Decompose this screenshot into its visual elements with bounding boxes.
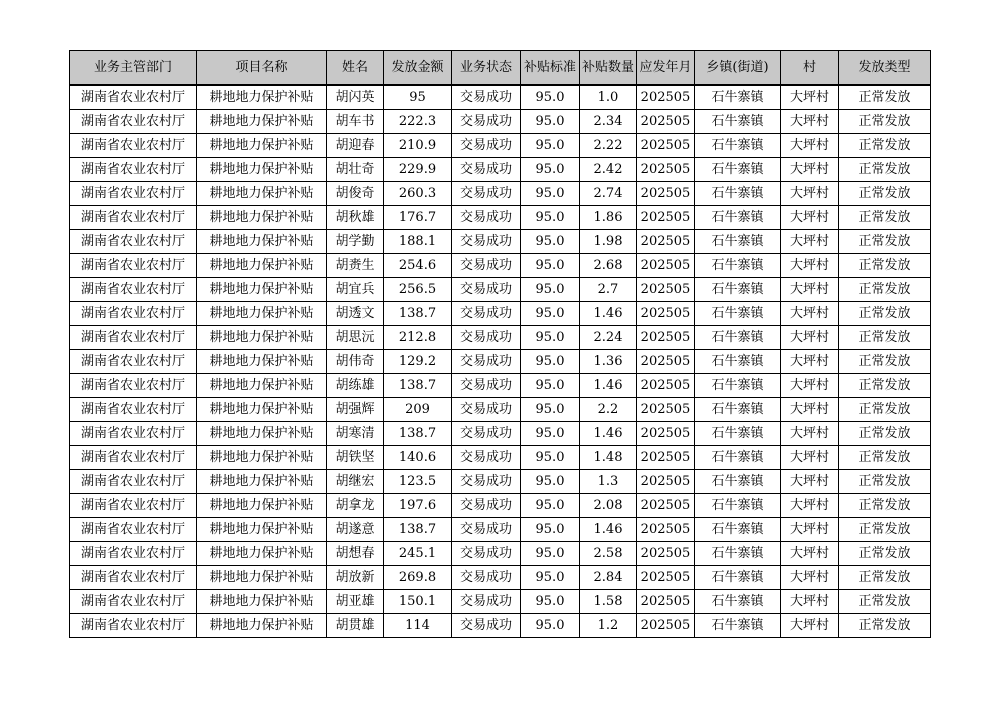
cell-payout-type: 正常发放 xyxy=(839,206,931,230)
cell-payout-type: 正常发放 xyxy=(839,350,931,374)
cell-project-name: 耕地地力保护补贴 xyxy=(197,182,327,206)
table-row xyxy=(70,422,931,446)
cell-department: 湖南省农业农村厅 xyxy=(70,566,197,590)
cell-period: 202505 xyxy=(637,254,695,278)
cell-quantity: 2.08 xyxy=(580,494,637,518)
cell-township: 石牛寨镇 xyxy=(695,134,781,158)
cell-period: 202505 xyxy=(637,206,695,230)
table-body xyxy=(70,85,931,638)
cell-status: 交易成功 xyxy=(452,398,521,422)
cell-payout-type: 正常发放 xyxy=(839,446,931,470)
cell-quantity: 2.24 xyxy=(580,326,637,350)
table-row xyxy=(70,494,931,518)
cell-township: 石牛寨镇 xyxy=(695,326,781,350)
cell-project-name: 耕地地力保护补贴 xyxy=(197,374,327,398)
cell-quantity: 1.46 xyxy=(580,422,637,446)
cell-name: 胡放新 xyxy=(327,566,384,590)
cell-amount: 150.1 xyxy=(384,590,452,614)
table-row xyxy=(70,374,931,398)
cell-name: 胡秋雄 xyxy=(327,206,384,230)
cell-payout-type: 正常发放 xyxy=(839,614,931,638)
table-row xyxy=(70,398,931,422)
cell-standard: 95.0 xyxy=(521,230,580,254)
cell-quantity: 2.68 xyxy=(580,254,637,278)
cell-status: 交易成功 xyxy=(452,374,521,398)
cell-quantity: 1.46 xyxy=(580,374,637,398)
cell-name: 胡铁坚 xyxy=(327,446,384,470)
table-row xyxy=(70,206,931,230)
cell-department: 湖南省农业农村厅 xyxy=(70,230,197,254)
cell-department: 湖南省农业农村厅 xyxy=(70,374,197,398)
header-amount: 发放金额 xyxy=(384,51,452,86)
cell-quantity: 1.58 xyxy=(580,590,637,614)
cell-status: 交易成功 xyxy=(452,518,521,542)
cell-village: 大坪村 xyxy=(781,278,839,302)
cell-department: 湖南省农业农村厅 xyxy=(70,110,197,134)
cell-period: 202505 xyxy=(637,278,695,302)
cell-quantity: 1.0 xyxy=(580,85,637,110)
cell-department: 湖南省农业农村厅 xyxy=(70,158,197,182)
cell-project-name: 耕地地力保护补贴 xyxy=(197,254,327,278)
cell-project-name: 耕地地力保护补贴 xyxy=(197,350,327,374)
cell-standard: 95.0 xyxy=(521,85,580,110)
cell-village: 大坪村 xyxy=(781,254,839,278)
cell-standard: 95.0 xyxy=(521,446,580,470)
cell-standard: 95.0 xyxy=(521,470,580,494)
cell-standard: 95.0 xyxy=(521,206,580,230)
cell-status: 交易成功 xyxy=(452,134,521,158)
cell-village: 大坪村 xyxy=(781,302,839,326)
cell-standard: 95.0 xyxy=(521,326,580,350)
cell-payout-type: 正常发放 xyxy=(839,110,931,134)
cell-amount: 176.7 xyxy=(384,206,452,230)
cell-quantity: 1.46 xyxy=(580,302,637,326)
cell-status: 交易成功 xyxy=(452,566,521,590)
cell-payout-type: 正常发放 xyxy=(839,326,931,350)
cell-period: 202505 xyxy=(637,614,695,638)
cell-amount: 229.9 xyxy=(384,158,452,182)
cell-period: 202505 xyxy=(637,350,695,374)
cell-project-name: 耕地地力保护补贴 xyxy=(197,302,327,326)
cell-quantity: 2.2 xyxy=(580,398,637,422)
header-project-name: 项目名称 xyxy=(197,51,327,86)
cell-standard: 95.0 xyxy=(521,254,580,278)
cell-name: 胡壮奇 xyxy=(327,158,384,182)
cell-standard: 95.0 xyxy=(521,134,580,158)
cell-department: 湖南省农业农村厅 xyxy=(70,302,197,326)
cell-village: 大坪村 xyxy=(781,374,839,398)
cell-project-name: 耕地地力保护补贴 xyxy=(197,110,327,134)
cell-standard: 95.0 xyxy=(521,398,580,422)
cell-township: 石牛寨镇 xyxy=(695,422,781,446)
cell-status: 交易成功 xyxy=(452,206,521,230)
cell-department: 湖南省农业农村厅 xyxy=(70,470,197,494)
cell-project-name: 耕地地力保护补贴 xyxy=(197,158,327,182)
cell-payout-type: 正常发放 xyxy=(839,254,931,278)
table-row xyxy=(70,542,931,566)
header-period: 应发年月 xyxy=(637,51,695,86)
cell-name: 胡贯雄 xyxy=(327,614,384,638)
cell-name: 胡俊奇 xyxy=(327,182,384,206)
cell-period: 202505 xyxy=(637,494,695,518)
header-status: 业务状态 xyxy=(452,51,521,86)
cell-status: 交易成功 xyxy=(452,326,521,350)
cell-payout-type: 正常发放 xyxy=(839,158,931,182)
cell-township: 石牛寨镇 xyxy=(695,110,781,134)
cell-project-name: 耕地地力保护补贴 xyxy=(197,278,327,302)
cell-status: 交易成功 xyxy=(452,590,521,614)
table-row xyxy=(70,350,931,374)
cell-township: 石牛寨镇 xyxy=(695,85,781,110)
cell-status: 交易成功 xyxy=(452,230,521,254)
cell-quantity: 2.74 xyxy=(580,182,637,206)
table-row xyxy=(70,85,931,110)
cell-village: 大坪村 xyxy=(781,590,839,614)
cell-quantity: 1.98 xyxy=(580,230,637,254)
cell-department: 湖南省农业农村厅 xyxy=(70,350,197,374)
header-department: 业务主管部门 xyxy=(70,51,197,86)
cell-payout-type: 正常发放 xyxy=(839,278,931,302)
cell-department: 湖南省农业农村厅 xyxy=(70,278,197,302)
cell-department: 湖南省农业农村厅 xyxy=(70,182,197,206)
cell-name: 胡车书 xyxy=(327,110,384,134)
cell-village: 大坪村 xyxy=(781,85,839,110)
cell-standard: 95.0 xyxy=(521,422,580,446)
cell-township: 石牛寨镇 xyxy=(695,518,781,542)
cell-standard: 95.0 xyxy=(521,278,580,302)
cell-amount: 114 xyxy=(384,614,452,638)
cell-department: 湖南省农业农村厅 xyxy=(70,85,197,110)
cell-standard: 95.0 xyxy=(521,494,580,518)
cell-township: 石牛寨镇 xyxy=(695,230,781,254)
cell-amount: 256.5 xyxy=(384,278,452,302)
table-row xyxy=(70,134,931,158)
cell-status: 交易成功 xyxy=(452,278,521,302)
cell-township: 石牛寨镇 xyxy=(695,278,781,302)
cell-project-name: 耕地地力保护补贴 xyxy=(197,470,327,494)
cell-amount: 95 xyxy=(384,85,452,110)
cell-village: 大坪村 xyxy=(781,350,839,374)
cell-village: 大坪村 xyxy=(781,422,839,446)
cell-township: 石牛寨镇 xyxy=(695,542,781,566)
cell-project-name: 耕地地力保护补贴 xyxy=(197,614,327,638)
cell-period: 202505 xyxy=(637,326,695,350)
cell-name: 胡学勤 xyxy=(327,230,384,254)
cell-standard: 95.0 xyxy=(521,350,580,374)
cell-quantity: 1.48 xyxy=(580,446,637,470)
header-quantity: 补贴数量 xyxy=(580,51,637,86)
cell-department: 湖南省农业农村厅 xyxy=(70,398,197,422)
cell-amount: 245.1 xyxy=(384,542,452,566)
cell-standard: 95.0 xyxy=(521,302,580,326)
table-row xyxy=(70,518,931,542)
table-row xyxy=(70,230,931,254)
cell-name: 胡继宏 xyxy=(327,470,384,494)
cell-village: 大坪村 xyxy=(781,518,839,542)
table-row xyxy=(70,182,931,206)
table-row xyxy=(70,278,931,302)
cell-period: 202505 xyxy=(637,230,695,254)
cell-payout-type: 正常发放 xyxy=(839,85,931,110)
cell-project-name: 耕地地力保护补贴 xyxy=(197,446,327,470)
cell-status: 交易成功 xyxy=(452,446,521,470)
cell-village: 大坪村 xyxy=(781,230,839,254)
cell-payout-type: 正常发放 xyxy=(839,470,931,494)
cell-amount: 138.7 xyxy=(384,302,452,326)
cell-status: 交易成功 xyxy=(452,158,521,182)
cell-quantity: 2.84 xyxy=(580,566,637,590)
cell-quantity: 1.86 xyxy=(580,206,637,230)
cell-department: 湖南省农业农村厅 xyxy=(70,614,197,638)
cell-quantity: 2.58 xyxy=(580,542,637,566)
cell-amount: 129.2 xyxy=(384,350,452,374)
cell-payout-type: 正常发放 xyxy=(839,302,931,326)
cell-department: 湖南省农业农村厅 xyxy=(70,254,197,278)
cell-village: 大坪村 xyxy=(781,446,839,470)
cell-department: 湖南省农业农村厅 xyxy=(70,494,197,518)
cell-amount: 209 xyxy=(384,398,452,422)
table-row xyxy=(70,446,931,470)
cell-department: 湖南省农业农村厅 xyxy=(70,590,197,614)
cell-quantity: 2.22 xyxy=(580,134,637,158)
cell-status: 交易成功 xyxy=(452,614,521,638)
cell-payout-type: 正常发放 xyxy=(839,230,931,254)
cell-village: 大坪村 xyxy=(781,182,839,206)
cell-village: 大坪村 xyxy=(781,494,839,518)
cell-township: 石牛寨镇 xyxy=(695,566,781,590)
cell-name: 胡思沅 xyxy=(327,326,384,350)
cell-amount: 138.7 xyxy=(384,518,452,542)
cell-amount: 269.8 xyxy=(384,566,452,590)
cell-amount: 123.5 xyxy=(384,470,452,494)
cell-standard: 95.0 xyxy=(521,614,580,638)
cell-period: 202505 xyxy=(637,110,695,134)
cell-department: 湖南省农业农村厅 xyxy=(70,542,197,566)
cell-name: 胡闪英 xyxy=(327,85,384,110)
cell-status: 交易成功 xyxy=(452,470,521,494)
cell-quantity: 2.42 xyxy=(580,158,637,182)
cell-status: 交易成功 xyxy=(452,422,521,446)
cell-township: 石牛寨镇 xyxy=(695,494,781,518)
cell-standard: 95.0 xyxy=(521,158,580,182)
cell-payout-type: 正常发放 xyxy=(839,134,931,158)
cell-township: 石牛寨镇 xyxy=(695,350,781,374)
cell-payout-type: 正常发放 xyxy=(839,422,931,446)
cell-amount: 138.7 xyxy=(384,422,452,446)
cell-project-name: 耕地地力保护补贴 xyxy=(197,85,327,110)
cell-standard: 95.0 xyxy=(521,590,580,614)
cell-name: 胡练雄 xyxy=(327,374,384,398)
cell-village: 大坪村 xyxy=(781,614,839,638)
header-standard: 补贴标准 xyxy=(521,51,580,86)
cell-status: 交易成功 xyxy=(452,110,521,134)
cell-township: 石牛寨镇 xyxy=(695,374,781,398)
cell-status: 交易成功 xyxy=(452,302,521,326)
cell-village: 大坪村 xyxy=(781,110,839,134)
cell-payout-type: 正常发放 xyxy=(839,374,931,398)
cell-project-name: 耕地地力保护补贴 xyxy=(197,566,327,590)
cell-township: 石牛寨镇 xyxy=(695,254,781,278)
header-name: 姓名 xyxy=(327,51,384,86)
cell-village: 大坪村 xyxy=(781,398,839,422)
cell-status: 交易成功 xyxy=(452,350,521,374)
cell-period: 202505 xyxy=(637,542,695,566)
cell-department: 湖南省农业农村厅 xyxy=(70,422,197,446)
cell-township: 石牛寨镇 xyxy=(695,302,781,326)
cell-department: 湖南省农业农村厅 xyxy=(70,518,197,542)
cell-amount: 254.6 xyxy=(384,254,452,278)
cell-village: 大坪村 xyxy=(781,134,839,158)
cell-period: 202505 xyxy=(637,302,695,326)
cell-department: 湖南省农业农村厅 xyxy=(70,446,197,470)
cell-project-name: 耕地地力保护补贴 xyxy=(197,206,327,230)
cell-period: 202505 xyxy=(637,134,695,158)
cell-standard: 95.0 xyxy=(521,110,580,134)
cell-standard: 95.0 xyxy=(521,566,580,590)
cell-name: 胡寒清 xyxy=(327,422,384,446)
cell-department: 湖南省农业农村厅 xyxy=(70,206,197,230)
cell-project-name: 耕地地力保护补贴 xyxy=(197,398,327,422)
cell-period: 202505 xyxy=(637,566,695,590)
cell-project-name: 耕地地力保护补贴 xyxy=(197,422,327,446)
cell-amount: 212.8 xyxy=(384,326,452,350)
cell-name: 胡遂意 xyxy=(327,518,384,542)
cell-standard: 95.0 xyxy=(521,542,580,566)
cell-period: 202505 xyxy=(637,398,695,422)
cell-township: 石牛寨镇 xyxy=(695,590,781,614)
cell-payout-type: 正常发放 xyxy=(839,398,931,422)
cell-status: 交易成功 xyxy=(452,182,521,206)
cell-period: 202505 xyxy=(637,446,695,470)
cell-project-name: 耕地地力保护补贴 xyxy=(197,134,327,158)
cell-village: 大坪村 xyxy=(781,566,839,590)
cell-project-name: 耕地地力保护补贴 xyxy=(197,590,327,614)
cell-township: 石牛寨镇 xyxy=(695,398,781,422)
cell-period: 202505 xyxy=(637,422,695,446)
cell-period: 202505 xyxy=(637,158,695,182)
cell-amount: 188.1 xyxy=(384,230,452,254)
table-row xyxy=(70,158,931,182)
cell-period: 202505 xyxy=(637,518,695,542)
cell-township: 石牛寨镇 xyxy=(695,206,781,230)
cell-quantity: 1.3 xyxy=(580,470,637,494)
cell-standard: 95.0 xyxy=(521,518,580,542)
cell-department: 湖南省农业农村厅 xyxy=(70,134,197,158)
table-row xyxy=(70,590,931,614)
cell-village: 大坪村 xyxy=(781,158,839,182)
table-row xyxy=(70,326,931,350)
cell-standard: 95.0 xyxy=(521,182,580,206)
cell-township: 石牛寨镇 xyxy=(695,182,781,206)
cell-amount: 210.9 xyxy=(384,134,452,158)
cell-name: 胡伟奇 xyxy=(327,350,384,374)
cell-amount: 140.6 xyxy=(384,446,452,470)
table-row xyxy=(70,566,931,590)
cell-period: 202505 xyxy=(637,85,695,110)
cell-period: 202505 xyxy=(637,374,695,398)
cell-name: 胡赉生 xyxy=(327,254,384,278)
cell-period: 202505 xyxy=(637,590,695,614)
cell-period: 202505 xyxy=(637,182,695,206)
cell-township: 石牛寨镇 xyxy=(695,470,781,494)
cell-village: 大坪村 xyxy=(781,470,839,494)
cell-amount: 260.3 xyxy=(384,182,452,206)
cell-project-name: 耕地地力保护补贴 xyxy=(197,326,327,350)
cell-project-name: 耕地地力保护补贴 xyxy=(197,518,327,542)
header-township: 乡镇(街道) xyxy=(695,51,781,86)
cell-village: 大坪村 xyxy=(781,206,839,230)
cell-payout-type: 正常发放 xyxy=(839,494,931,518)
table-row xyxy=(70,254,931,278)
cell-quantity: 1.36 xyxy=(580,350,637,374)
cell-payout-type: 正常发放 xyxy=(839,566,931,590)
cell-township: 石牛寨镇 xyxy=(695,614,781,638)
header-village: 村 xyxy=(781,51,839,86)
cell-township: 石牛寨镇 xyxy=(695,158,781,182)
subsidy-table xyxy=(69,50,931,638)
cell-name: 胡拿龙 xyxy=(327,494,384,518)
cell-name: 胡迎春 xyxy=(327,134,384,158)
cell-quantity: 2.34 xyxy=(580,110,637,134)
cell-status: 交易成功 xyxy=(452,254,521,278)
table-row xyxy=(70,110,931,134)
cell-payout-type: 正常发放 xyxy=(839,542,931,566)
cell-name: 胡亚雄 xyxy=(327,590,384,614)
header-payout-type: 发放类型 xyxy=(839,51,931,86)
cell-quantity: 1.46 xyxy=(580,518,637,542)
cell-name: 胡强辉 xyxy=(327,398,384,422)
cell-payout-type: 正常发放 xyxy=(839,182,931,206)
header-row xyxy=(70,51,931,86)
table-row xyxy=(70,614,931,638)
cell-village: 大坪村 xyxy=(781,542,839,566)
cell-amount: 222.3 xyxy=(384,110,452,134)
cell-project-name: 耕地地力保护补贴 xyxy=(197,230,327,254)
cell-period: 202505 xyxy=(637,470,695,494)
cell-project-name: 耕地地力保护补贴 xyxy=(197,494,327,518)
cell-name: 胡想春 xyxy=(327,542,384,566)
cell-status: 交易成功 xyxy=(452,494,521,518)
cell-amount: 197.6 xyxy=(384,494,452,518)
cell-status: 交易成功 xyxy=(452,85,521,110)
cell-payout-type: 正常发放 xyxy=(839,518,931,542)
table-row xyxy=(70,470,931,494)
cell-status: 交易成功 xyxy=(452,542,521,566)
cell-department: 湖南省农业农村厅 xyxy=(70,326,197,350)
cell-project-name: 耕地地力保护补贴 xyxy=(197,542,327,566)
cell-village: 大坪村 xyxy=(781,326,839,350)
cell-quantity: 2.7 xyxy=(580,278,637,302)
table-row xyxy=(70,302,931,326)
cell-quantity: 1.2 xyxy=(580,614,637,638)
cell-name: 胡透文 xyxy=(327,302,384,326)
cell-payout-type: 正常发放 xyxy=(839,590,931,614)
cell-standard: 95.0 xyxy=(521,374,580,398)
cell-amount: 138.7 xyxy=(384,374,452,398)
cell-name: 胡宜兵 xyxy=(327,278,384,302)
cell-township: 石牛寨镇 xyxy=(695,446,781,470)
